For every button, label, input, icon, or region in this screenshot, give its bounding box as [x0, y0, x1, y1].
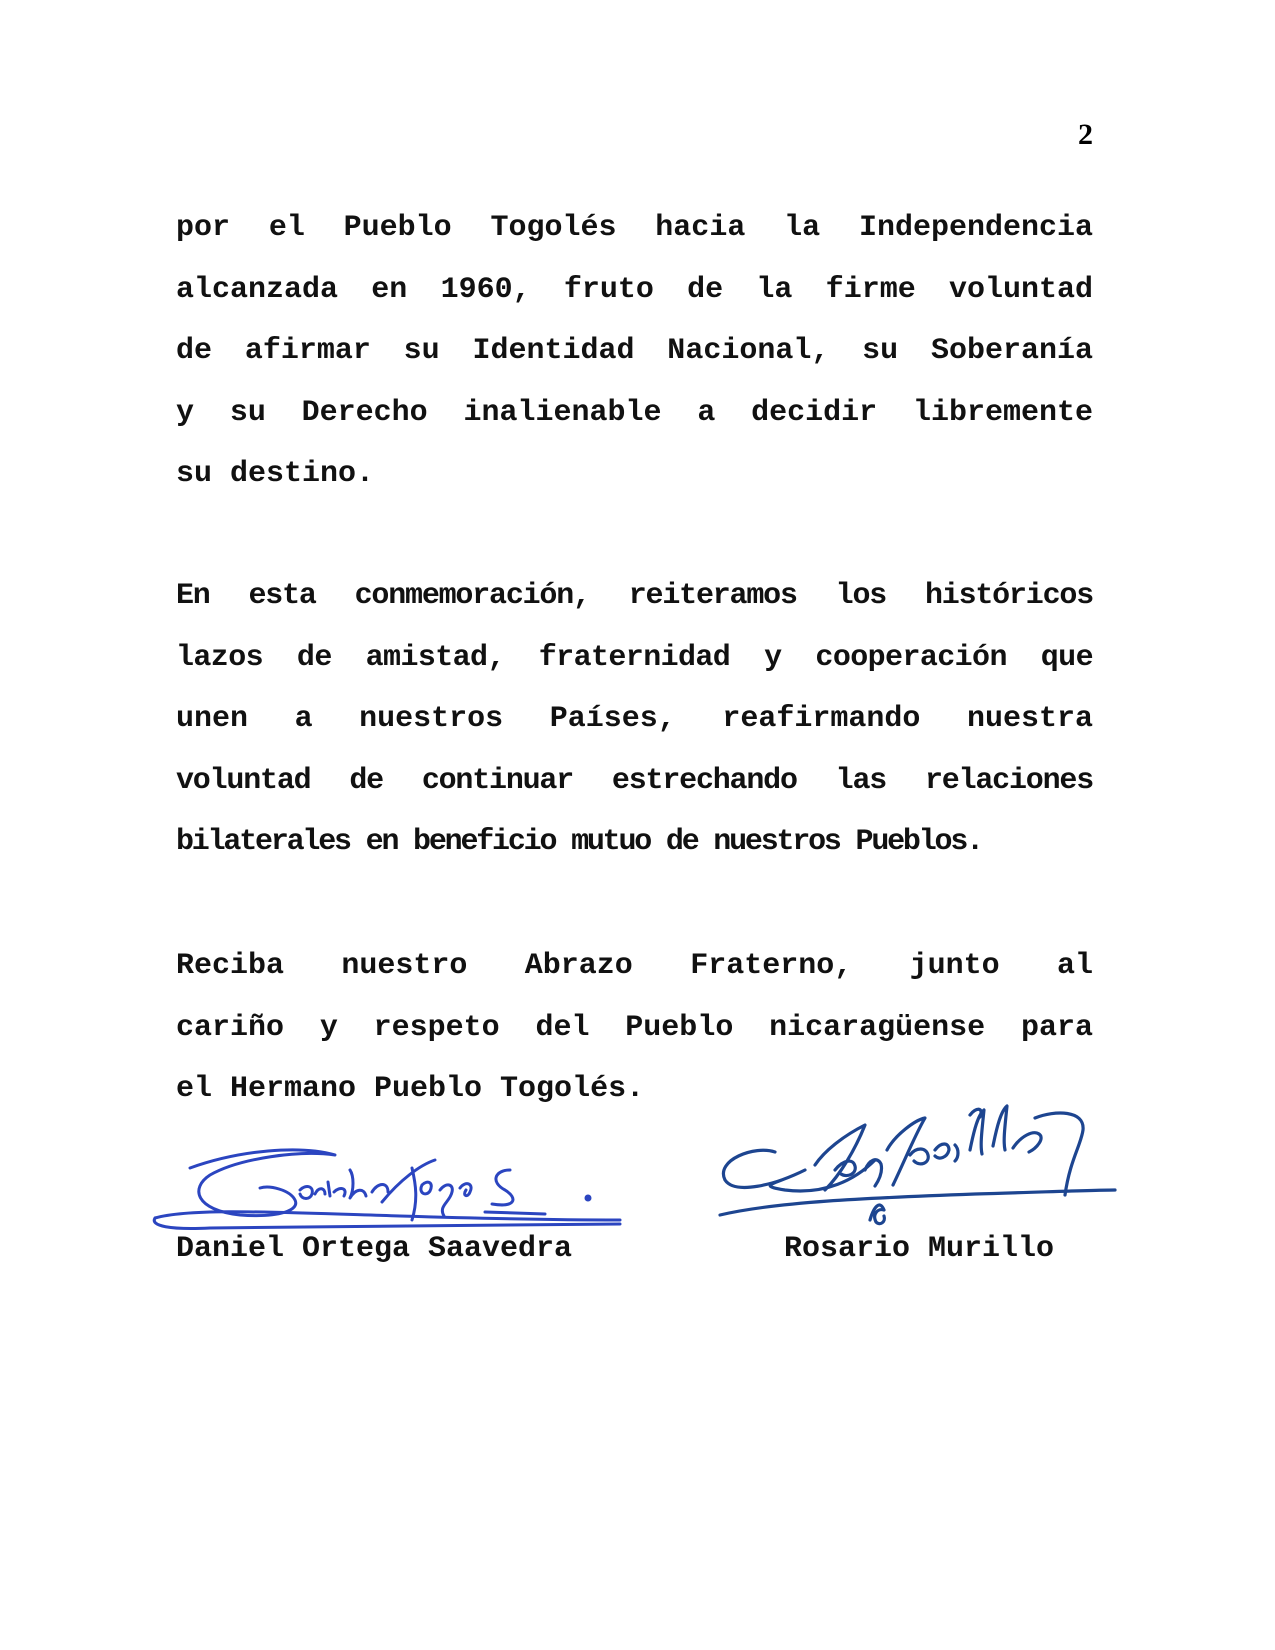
signature-rosario-murillo	[715, 1090, 1165, 1240]
text-line: Reciba nuestro Abrazo Fraterno, junto al	[176, 949, 1093, 983]
text-line: de afirmar su Identidad Nacional, su Soberanía	[176, 334, 1093, 368]
text-line: cariño y respeto del Pueblo nicaragüense para	[176, 1010, 1093, 1045]
text-line: el Hermano Pueblo Togolés.	[176, 1072, 645, 1106]
text-line: voluntad de continuar estrechando las relaciones	[176, 763, 1093, 798]
paragraph-independence	[176, 198, 1093, 506]
text-line: alcanzada en 1960, fruto de la firme voluntad	[176, 272, 1093, 307]
text-line: bilaterales en beneficio mutuo de nuestros Pueblos.	[176, 825, 982, 859]
paragraph-commemoration	[176, 566, 1093, 874]
text-line: unen a nuestros Países, reafirmando nuestra	[176, 702, 1093, 736]
signer-name-rosario-murillo: Rosario Murillo	[784, 1232, 1055, 1266]
text-line: su destino.	[176, 457, 375, 491]
text-line: por el Pueblo Togolés hacia la Independencia	[176, 211, 1093, 245]
text-line: En esta conmemoración, reiteramos los históricos	[176, 579, 1093, 613]
signer-name-daniel-ortega: Daniel Ortega Saavedra	[176, 1232, 573, 1266]
signature-daniel-ortega	[150, 1140, 650, 1235]
text-line: y su Derecho inalienable a decidir libremente	[176, 395, 1093, 430]
text-line: lazos de amistad, fraternidad y cooperación que	[176, 640, 1093, 675]
page-number: 2	[1078, 118, 1093, 151]
